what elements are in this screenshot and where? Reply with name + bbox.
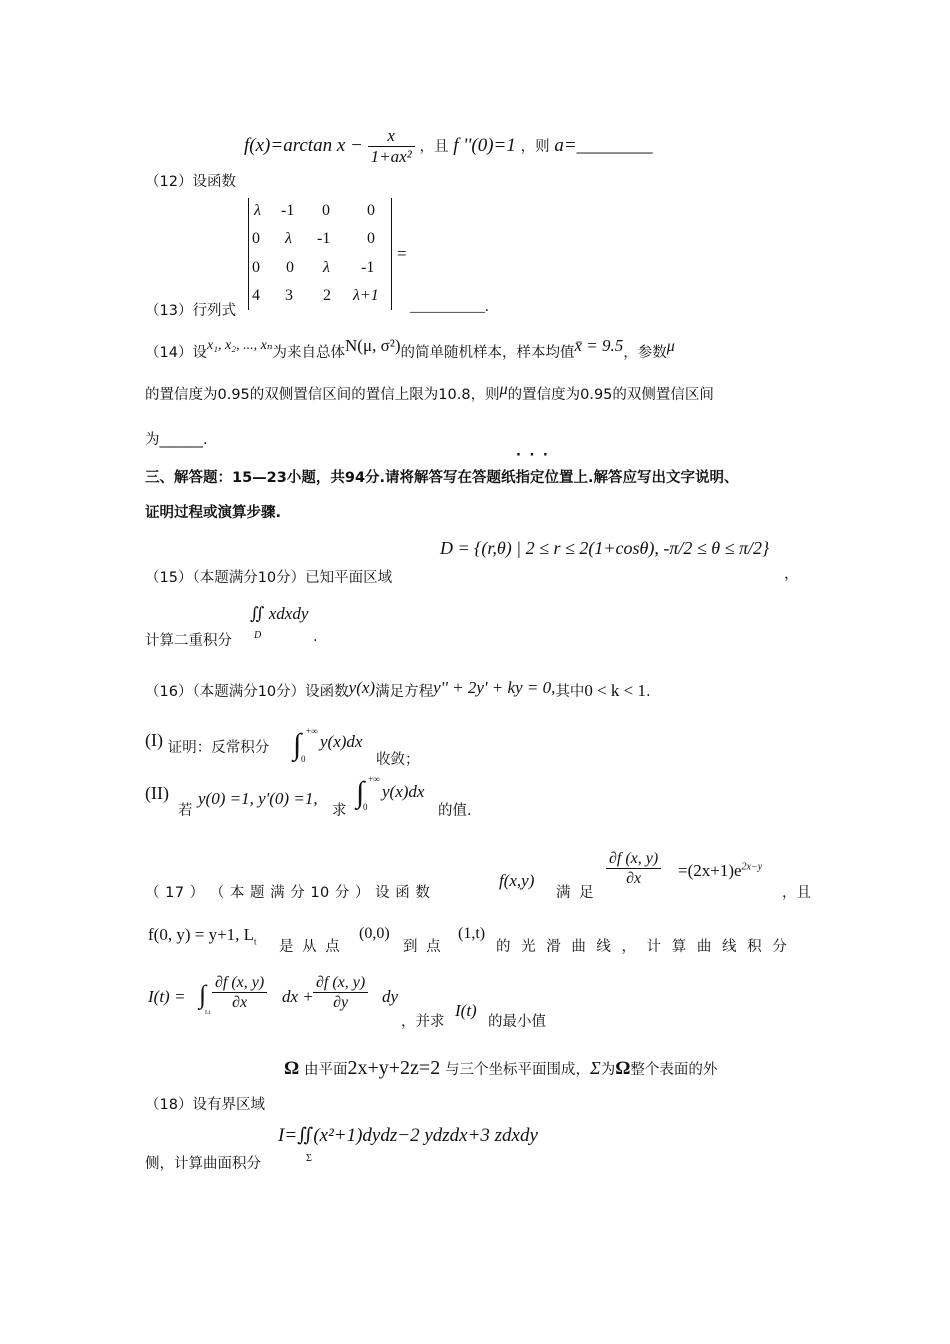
q17-dfdx-num: ∂f (x, y): [212, 974, 267, 993]
q14-line2: [145, 381, 714, 404]
det-r3c1: 0: [252, 259, 260, 276]
q17-pd-frac: [606, 850, 661, 889]
q16-p2-value: 的值.: [438, 803, 472, 819]
q15-label: （15）（本题满分10分）已知平面区域: [145, 570, 393, 586]
q17-pd: [606, 850, 661, 889]
det-r1c3: 0: [322, 202, 330, 219]
q12-cond-text: ，且: [419, 138, 449, 155]
section3-line2: 证明过程或演算步骤.: [145, 505, 282, 521]
q13-label: （13）行列式: [145, 303, 236, 319]
q16-part2: [145, 783, 169, 804]
det-r1c2: -1: [281, 202, 295, 219]
q17-int-sub: Lt: [205, 1010, 211, 1016]
q16-part1: [145, 730, 269, 757]
q18-sigma: Σ: [590, 1058, 601, 1078]
section3-line1: 三、解答题：15—23小题，共94分.请将解答写在答题纸指定位置上.解答应写出文字说明、: [145, 470, 739, 486]
det-r2c2: λ: [285, 230, 292, 247]
q17-to-pt: 到 点: [403, 939, 443, 955]
q16-p2-find: 求: [332, 803, 347, 819]
q16-p1-int-expr: y(x)dx: [320, 732, 363, 751]
q12-frac-den: 1+ax²: [370, 146, 412, 166]
det-r2c3: -1: [317, 230, 331, 247]
det-r2c1: 0: [252, 230, 260, 247]
q16-p1-int-top: +∞: [306, 726, 318, 736]
q17-pt0: (0,0): [359, 925, 390, 942]
q16-p2-int-bot: 0: [363, 802, 368, 812]
q17-and: ，且: [782, 885, 811, 901]
q13-blank: __________.: [410, 299, 489, 315]
q17-dx-plus: dx +: [282, 987, 314, 1006]
q12-then-text: ，则: [520, 138, 550, 155]
q16-p1-int-bot: 0: [301, 754, 306, 764]
det-r4c3: 2: [323, 287, 331, 304]
q17-line2-expr: [148, 925, 257, 946]
q17-label: （ 17 ） （ 本 题 满 分 10 分 ） 设 函 数: [145, 885, 431, 901]
det-r3c3: λ: [323, 259, 330, 276]
q15-calc: 计算二重积分: [145, 633, 232, 649]
q17-it-expr: I(t) =: [148, 987, 186, 1006]
q17-min: 的最小值: [488, 1014, 546, 1030]
q16-p2-if: 若: [178, 803, 193, 819]
q18-omega: Ω: [284, 1058, 300, 1079]
q18-i-expr: I=∬(x²+1)dydz−2 ydzdx+3 zdxdy: [278, 1125, 538, 1146]
q17-dfdx-den: ∂x: [232, 994, 248, 1012]
det-r1c1: λ: [254, 202, 261, 219]
q18-i-sub: Σ: [306, 1153, 312, 1164]
q17-rhs-base: =(2x+1)e: [678, 861, 742, 880]
q17-dfdy-den: ∂y: [333, 994, 349, 1012]
q16-p2-label: (II): [145, 783, 169, 803]
q14-simple: 的简单随机样本，样本均值: [400, 345, 575, 361]
q17-dfdx-frac: [212, 974, 267, 1013]
q16-converge: 收敛；: [376, 752, 420, 768]
q14-line1: [145, 336, 675, 362]
q12-label: （12）设函数: [145, 174, 236, 190]
q16-period: .: [646, 684, 651, 700]
q16-p2-int-top: +∞: [368, 774, 380, 784]
q17-pt1: (1,t): [458, 925, 486, 942]
q16-p2-integral-sign: ∫: [356, 776, 365, 809]
q17-rhs-exp: 2x−y: [741, 861, 763, 873]
q17-dfdy: [313, 974, 368, 1013]
q17-rhs: [678, 861, 762, 881]
q17-line2-f: f(0, y) = y+1, L: [148, 925, 255, 944]
q17-pd-num: ∂f (x, y): [606, 850, 661, 869]
q16-satisfy: 满足方程: [375, 684, 434, 700]
q16-p1-text: 证明：反常积分: [167, 740, 270, 756]
q17-curve-text: 的 光 滑 曲 线 ， 计 算 曲 线 积 分: [496, 939, 790, 955]
q18-line1: [284, 1057, 717, 1080]
q14-dist: N(μ, σ²): [345, 336, 401, 355]
det-r1c4: 0: [367, 202, 375, 219]
section3-dots: · · ·: [516, 448, 550, 463]
q17-and-find: ，并求: [401, 1014, 445, 1030]
q12-answer: a=________: [554, 134, 653, 156]
det-r4c4: λ+1: [353, 287, 379, 304]
q13-equals: =: [397, 244, 407, 263]
q16-ode: y'' + 2y' + ky = 0,: [433, 678, 556, 697]
q14-line2a: 的置信度为0.95的双侧置信区间的置信上限为10.8，则: [145, 387, 500, 403]
q16-where: 其中: [555, 684, 585, 700]
q14-line2b: 的置信度为0.95的双侧置信区间: [507, 387, 714, 403]
q17-is-from: 是 从 点: [279, 939, 342, 955]
q16-p2-int-expr: y(x)dx: [382, 782, 425, 801]
q14-mu2: μ: [499, 381, 508, 398]
q17-dy: dy: [382, 987, 399, 1006]
q17-dfdy-num: ∂f (x, y): [313, 974, 368, 993]
q14-prefix: （14）设: [145, 345, 207, 361]
q18-plane: 2x+y+2z=2: [347, 1057, 441, 1079]
q13-determinant: [248, 198, 392, 310]
q17-dfdx: [212, 974, 267, 1013]
q12-cond-expr: f ''(0)=1: [453, 134, 516, 156]
q12-fx: f(x)=arctan x −: [244, 134, 363, 156]
q14-mu: μ: [666, 338, 675, 355]
q17-dfdy-frac: [313, 974, 368, 1013]
det-r4c1: 4: [252, 287, 260, 304]
q18-by-plane: 由平面: [304, 1062, 348, 1078]
q17-fxy: f(x,y): [499, 871, 535, 890]
q16-krange: 0 < k < 1: [584, 681, 647, 700]
q12-frac-num: x: [368, 126, 415, 147]
q17-lt-sub: t: [254, 936, 257, 947]
q14-mean: x̄ = 9.5: [574, 336, 624, 355]
q17-satisfy: 满 足: [556, 885, 596, 901]
q15-integral: ∬ xdxdy: [250, 604, 309, 623]
q18-is: 为: [600, 1062, 616, 1078]
q16-label: （16）（本题满分10分）设函数: [145, 684, 349, 700]
q16-p1-integral-sign: ∫: [293, 728, 302, 761]
q12-fraction: [368, 126, 415, 167]
det-r3c4: -1: [361, 259, 375, 276]
q16-yx: y(x): [348, 678, 376, 697]
q14-line3: 为______.: [145, 432, 208, 448]
det-r3c2: 0: [286, 259, 294, 276]
q15-integral-sub: D: [254, 630, 262, 641]
q18-rest: 与三个坐标平面围成，: [445, 1062, 590, 1078]
q17-it: I(t): [455, 1001, 477, 1020]
q15-comma: ，: [784, 566, 800, 582]
q14-sample: x₁, x₂, ..., xₙ: [206, 338, 273, 353]
q18-whole: 整个表面的外: [630, 1062, 718, 1078]
q14-from-pop: 为来自总体: [272, 345, 346, 361]
q18-side: 侧，计算曲面积分: [145, 1156, 261, 1172]
q16-line1: [145, 678, 651, 701]
q17-pd-den: ∂x: [626, 870, 642, 888]
q17-int-sign: ∫: [199, 980, 207, 1009]
det-r2c4: 0: [367, 230, 375, 247]
q12-formula: [244, 126, 653, 167]
det-r4c2: 3: [285, 287, 293, 304]
q14-param: ，参数: [623, 345, 667, 361]
q16-p1-label: (I): [145, 730, 163, 750]
q18-omega2: Ω: [615, 1058, 631, 1079]
q16-p2-cond: y(0) =1, y'(0) =1,: [198, 789, 318, 808]
q15-period: .: [313, 629, 318, 645]
q15-domain: D = {(r,θ) | 2 ≤ r ≤ 2(1+cosθ), -π/2 ≤ θ ≤ π/2}: [440, 538, 770, 558]
q18-label: （18）设有界区域: [145, 1097, 265, 1113]
